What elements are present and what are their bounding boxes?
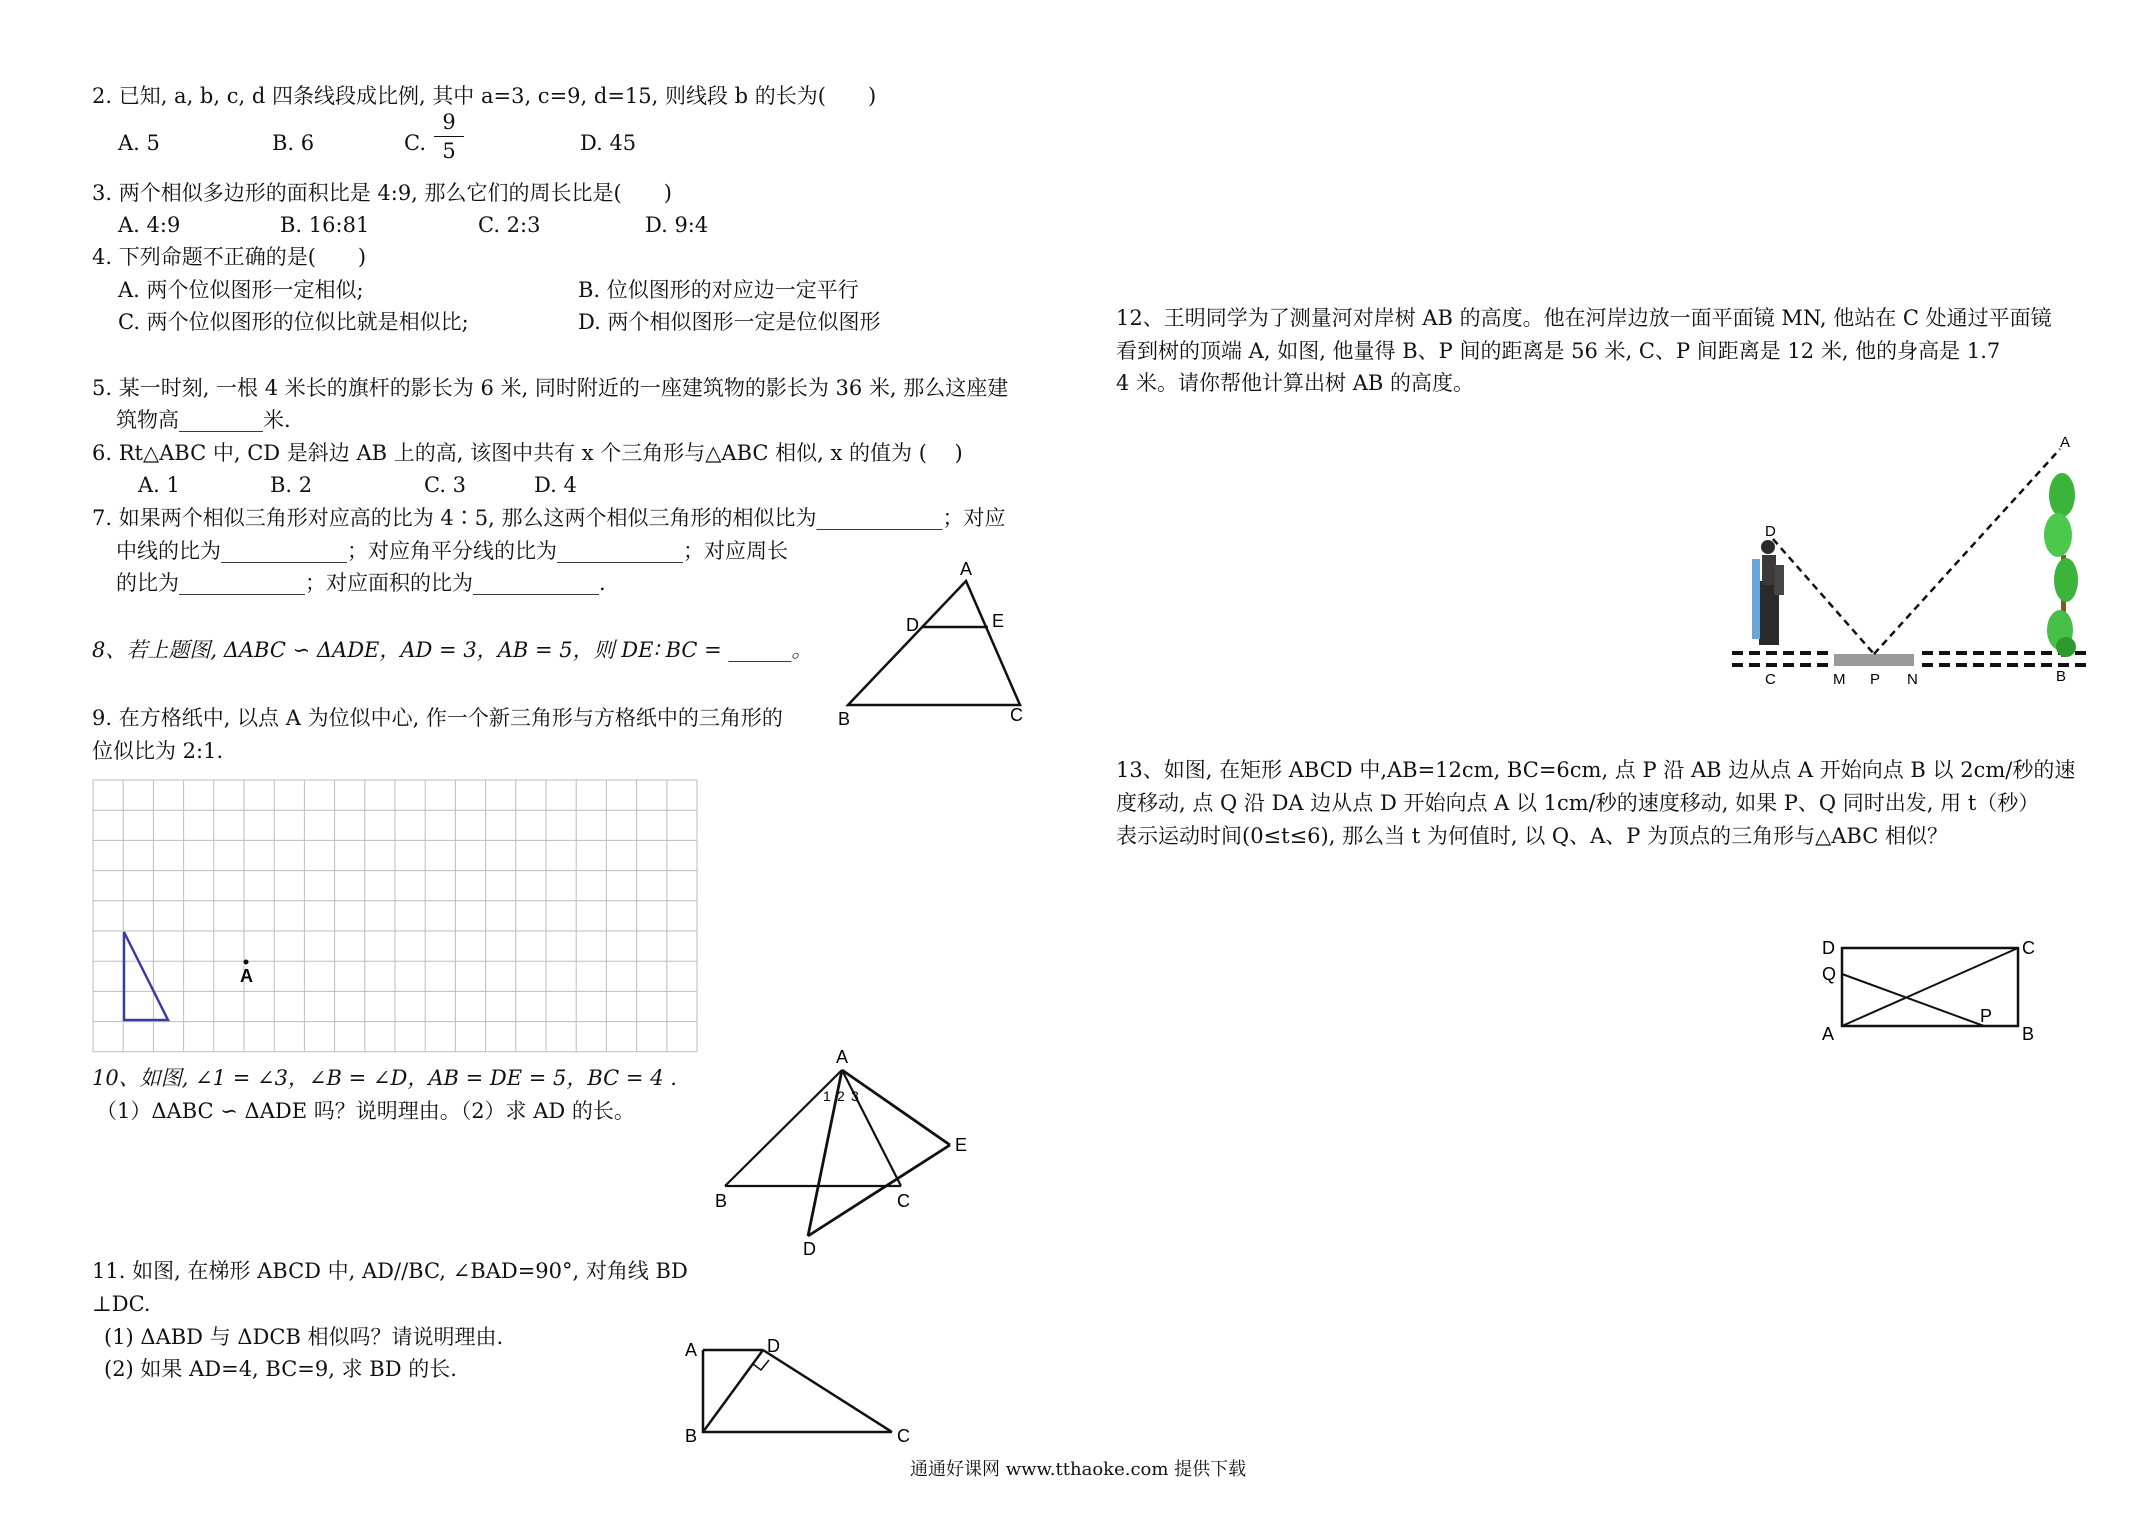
- fig10-angle-2: 2: [837, 1088, 845, 1104]
- fig10-label-a: A: [836, 1047, 849, 1067]
- fig13-label-q: Q: [1822, 964, 1837, 984]
- q10-line2: （1）ΔABC ∽ ΔADE 吗？说明理由。（2）求 AD 的长。: [96, 1099, 635, 1123]
- q10-line1: 10、如图, ∠1 = ∠3，∠B = ∠D，AB = DE = 5，BC = 4 .: [92, 1066, 677, 1090]
- fig13-label-c: C: [2022, 938, 2035, 958]
- q7-line3: 的比为____________；对应面积的比为____________.: [116, 571, 606, 595]
- q7-line1: 7. 如果两个相似三角形对应高的比为 4∶5, 那么这两个相似三角形的相似比为____________；对应: [92, 506, 1006, 530]
- q3-option-b: B. 16:81: [280, 213, 370, 237]
- q4-option-a: A. 两个位似图形一定相似;: [118, 278, 364, 302]
- q6-option-c: C. 3: [424, 473, 467, 497]
- q3-option-a: A. 4:9: [118, 213, 181, 237]
- fig11-label-d: D: [767, 1336, 780, 1356]
- q4-option-b: B. 位似图形的对应边一定平行: [578, 278, 859, 302]
- q6-stem: 6. Rt△ABC 中, CD 是斜边 AB 上的高, 该图中共有 x 个三角形与△ABC 相似, x 的值为 ( ): [92, 441, 963, 465]
- fig10-label-d: D: [803, 1239, 816, 1259]
- fig13-rectangle-diagram: [1808, 930, 2038, 1050]
- fig10-label-e: E: [955, 1135, 968, 1155]
- fig8-label-e: E: [992, 611, 1005, 631]
- q13-line1: 13、如图, 在矩形 ABCD 中,AB=12cm, BC=6cm, 点 P 沿 AB 边从点 A 开始向点 B 以 2cm/秒的速: [1116, 758, 2076, 782]
- fig12-label-c: C: [1765, 671, 1776, 688]
- q12-line2: 看到树的顶端 A, 如图, 他量得 B、P 间的距离是 56 米, C、P 间距离是 12 米, 他的身高是 1.7: [1116, 339, 2001, 363]
- fig13-label-b: B: [2022, 1024, 2035, 1044]
- q6-option-b: B. 2: [270, 473, 313, 497]
- q3-stem: 3. 两个相似多边形的面积比是 4:9, 那么它们的周长比是( ): [92, 181, 672, 205]
- fig12-mirror-diagram: [1730, 434, 2090, 688]
- q9-line1: 9. 在方格纸中, 以点 A 为位似中心, 作一个新三角形与方格纸中的三角形的: [92, 706, 783, 730]
- fig8-triangle-diagram: [830, 555, 1060, 745]
- q6-option-d: D. 4: [534, 473, 577, 497]
- q2-option-a: A. 5: [118, 131, 160, 155]
- fig8-label-b: B: [838, 709, 851, 729]
- q12-line3: 4 米。请你帮他计算出树 AB 的高度。: [1116, 371, 1474, 395]
- q11-line4: (2) 如果 AD=4, BC=9, 求 BD 的长.: [104, 1357, 457, 1381]
- q2-fraction: [434, 110, 464, 163]
- q2-fraction-num: 9: [442, 110, 456, 134]
- fig12-label-b: B: [2056, 668, 2067, 685]
- q2-option-b: B. 6: [272, 131, 315, 155]
- fig12-tree-icon: [2044, 473, 2078, 657]
- fig10-angle-1: 1: [823, 1088, 831, 1104]
- fig12-mirror: [1834, 654, 1914, 666]
- fig12-label-m: M: [1833, 671, 1846, 688]
- fig12-label-a: A: [2060, 434, 2071, 451]
- q4-stem: 4. 下列命题不正确的是( ): [92, 245, 367, 269]
- q9-grid-paper: [93, 780, 703, 1050]
- fig12-label-n: N: [1907, 671, 1918, 688]
- q2-stem: 2. 已知, a, b, c, d 四条线段成比例, 其中 a=3, c=9, d=15, 则线段 b 的长为( ): [92, 84, 877, 108]
- q7-line2: 中线的比为____________；对应角平分线的比为____________；对应周长: [116, 539, 788, 563]
- q11-line1: 11. 如图, 在梯形 ABCD 中, AD//BC, ∠BAD=90°, 对角线 BD: [92, 1259, 688, 1283]
- q8-text: 8、若上题图, ΔABC ∽ ΔADE，AD = 3，AB = 5，则 DE∶ BC = ______。: [92, 638, 813, 662]
- fig10-angle-3: 3: [851, 1088, 859, 1104]
- fig11-label-a: A: [685, 1340, 698, 1360]
- fig12-person-icon: [1752, 540, 1784, 645]
- fig12-label-p: P: [1870, 671, 1881, 688]
- q5-line2: 筑物高________米.: [116, 408, 291, 432]
- q5-line1: 5. 某一时刻, 一根 4 米长的旗杆的影长为 6 米, 同时附近的一座建筑物的影长为 36 米, 那么这座建: [92, 376, 1009, 400]
- fig8-label-c: C: [1010, 705, 1023, 725]
- fig13-label-p: P: [1980, 1006, 1993, 1026]
- fig13-label-a: A: [1822, 1024, 1835, 1044]
- fig13-label-d: D: [1822, 938, 1835, 958]
- q4-option-d: D. 两个相似图形一定是位似图形: [578, 310, 881, 334]
- page-footer: 通通好课网 www.tthaoke.com 提供下载: [910, 1459, 1247, 1480]
- q4-option-c: C. 两个位似图形的位似比就是相似比;: [118, 310, 469, 334]
- q2-fraction-den: 5: [442, 139, 456, 163]
- q11-line3: (1) ΔABD 与 ΔDCB 相似吗？请说明理由.: [104, 1325, 504, 1349]
- fig12-label-d: D: [1765, 523, 1776, 540]
- fig10-label-c: C: [897, 1191, 910, 1211]
- fig11-label-b: B: [685, 1426, 698, 1446]
- fig8-label-a: A: [960, 559, 973, 579]
- q6-option-a: A. 1: [138, 473, 180, 497]
- q2-option-d: D. 45: [580, 131, 637, 155]
- fig10-triangles-diagram: [705, 1045, 1005, 1259]
- q13-line2: 度移动, 点 Q 沿 DA 边从点 D 开始向点 A 以 1cm/秒的速度移动, 如果 P、Q 同时出发, 用 t（秒）: [1116, 791, 2040, 815]
- q11-line2: ⊥DC.: [92, 1292, 151, 1316]
- q9-line2: 位似比为 2:1.: [92, 739, 224, 763]
- fig10-label-b: B: [715, 1191, 728, 1211]
- fig8-label-d: D: [906, 615, 919, 635]
- q3-option-d: D. 9:4: [645, 213, 709, 237]
- q9-center-label: A: [240, 966, 253, 986]
- q13-line3: 表示运动时间(0≤t≤6), 那么当 t 为何值时, 以 Q、A、P 为顶点的三角形与△ABC 相似？: [1116, 824, 1948, 848]
- q3-option-c: C. 2:3: [478, 213, 541, 237]
- fig11-trapezoid-diagram: [675, 1330, 915, 1460]
- q12-line1: 12、王明同学为了测量河对岸树 AB 的高度。他在河岸边放一面平面镜 MN, 他站在 C 处通过平面镜: [1116, 306, 2052, 330]
- q2-option-c: C.: [404, 131, 426, 155]
- q9-center-point: [244, 960, 249, 965]
- fig11-label-c: C: [897, 1426, 910, 1446]
- q9-small-triangle: [124, 932, 168, 1020]
